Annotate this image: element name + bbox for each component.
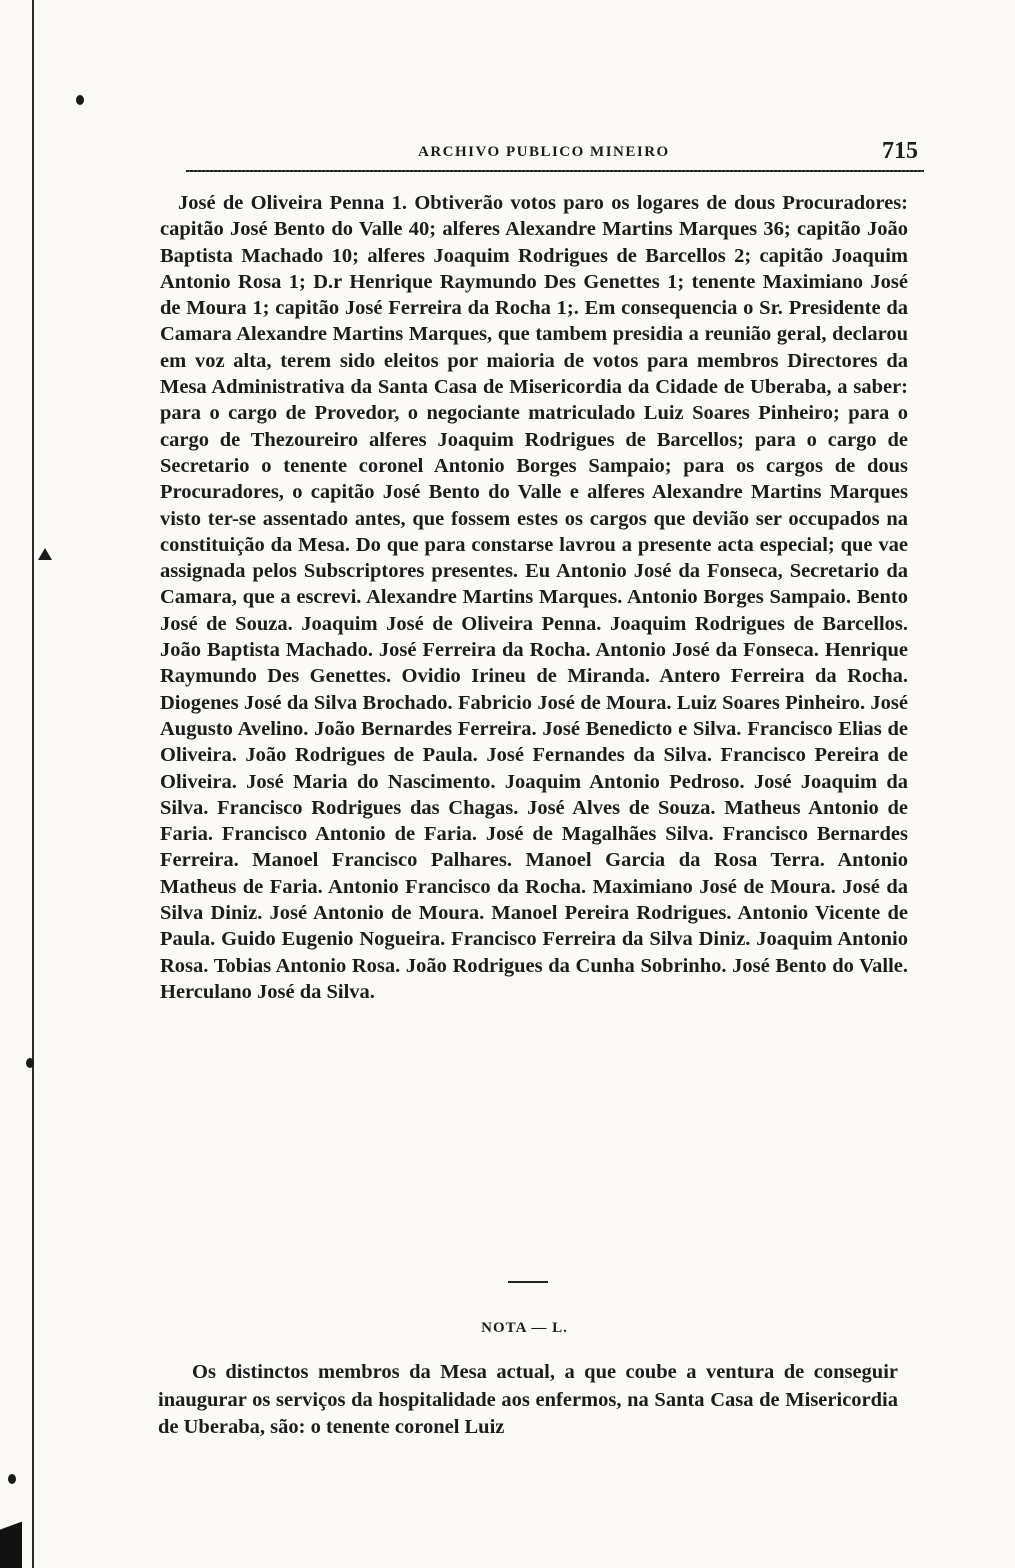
body-paragraph: José de Oliveira Penna 1. Obtiverão votos paro os logares de dous Procuradores: capitão José Bento do Valle 40; alferes Alexandre Martins Marques 36; capitão João Baptista Machado 10; alferes Joaquim Rodrigues de Barcellos 2; capitão Joaquim Antonio Rosa 1; D.r Henrique Raymundo Des Genettes 1; tenente Maximiano José de Moura 1; capitão José Ferreira da Rocha 1;. Em consequencia o Sr. Presidente da Camara Alexandre Martins Marques, que tambem presidia a reunião geral, declarou em voz alta, terem sido eleitos por maioria de votos para membros Directores da Mesa Administrativa da Santa Casa de Misericordia da Cidade de Uberaba, a saber: para o cargo de Provedor, o negociante matriculado Luiz Soares Pinheiro; para o cargo de Thezoureiro alferes Joaquim Rodrigues de Barcellos; para o cargo de Secretario o tenente coronel Antonio Borges Sampaio; para os cargos de dous Procuradores, o capitão José Bento do Valle e alferes Alexandre Martins Marques visto ter-se assentado antes, que fossem estes os cargos que devião ser occupados na constituição da Mesa. Do que para constarse lavrou a presente acta especial; que vae assignada pelos Subscriptores presentes. Eu Antonio José da Fonseca, Secretario da Camara, que a escrevi. Alexandre Martins Marques. Antonio Borges Sampaio. Bento José de Souza. Joaquim José de Oliveira Penna. Joaquim Rodrigues de Barcellos. João Baptista Machado. José Ferreira da Rocha. Antonio José da Fonseca. Henrique Raymundo Des Genettes. Ovidio Irineu de Miranda. Antero Ferreira da Rocha. Diogenes José da Silva Brochado. Fabricio José de Moura. Luiz Soares Pinheiro. José Augusto Avelino. João Bernardes Ferreira. José Benedicto e Silva. Francisco Elias de Oliveira. João Rodrigues de Paula. José Fernandes da Silva. Francisco Pereira de Oliveira. José Maria do Nascimento. Joaquim Antonio Pedroso. José Joaquim da Silva. Francisco Rodrigues das Chagas. José Alves de Souza. Matheus Antonio de Faria. Francisco Antonio de Faria. José de Magalhães Silva. Francisco Bernardes Ferreira. Manoel Francisco Palhares. Manoel Garcia da Rosa Terra. Antonio Matheus de Faria. Antonio Francisco da Rocha. Maximiano José de Moura. José da Silva Diniz. José Antonio de Moura. Manoel Pereira Rodrigues. Antonio Vicente de Paula. Guido Eugenio Nogueira. Francisco Ferreira da Silva Diniz. Joaquim Antonio Rosa. Tobias Antonio Rosa. João Rodrigues da Cunha Sobrinho. José Bento do Valle. Herculano José da Silva.: [160, 192, 908, 1003]
page-corner-shadow: [0, 1498, 22, 1568]
header-rule: [186, 170, 924, 172]
margin-dot-mark: [76, 95, 84, 105]
nota-heading: NOTA — L.: [481, 1320, 568, 1336]
margin-dot-mark: [8, 1474, 16, 1484]
page-number: 715: [882, 138, 918, 164]
section-divider: [508, 1281, 548, 1283]
margin-dot-mark: [26, 1058, 34, 1068]
running-head: ARCHIVO PUBLICO MINEIRO: [418, 144, 670, 160]
page-header: [186, 138, 924, 172]
margin-triangle-mark: [38, 548, 52, 560]
nota-paragraph: Os distinctos membros da Mesa actual, a que coube a ventura de conseguir inaugurar os serviços da hospitalidade aos enfermos, na Santa Casa de Misericordia de Uberaba, são: o tenente coronel Luiz: [158, 1361, 898, 1438]
